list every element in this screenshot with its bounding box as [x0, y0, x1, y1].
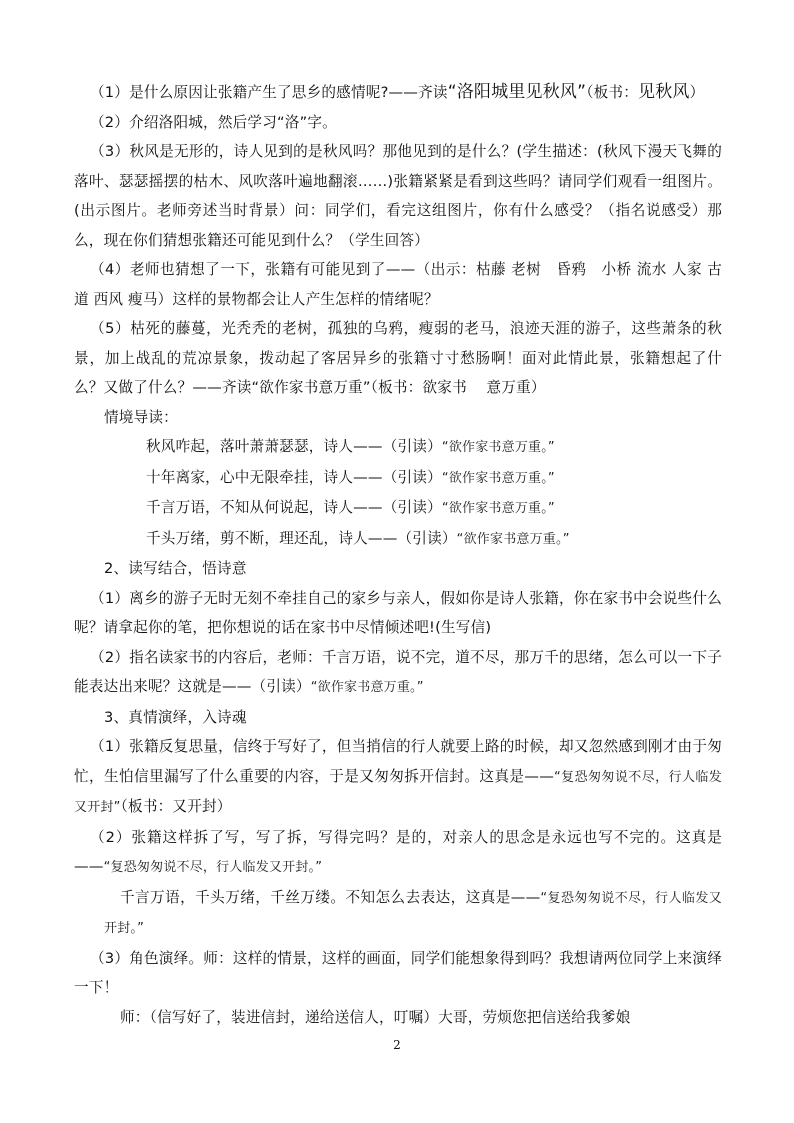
quoted-poem-line: “复恐匆匆说不尽，行人临发又开封。”: [104, 890, 722, 936]
paragraph: [74, 463, 722, 494]
paragraph-text: （1）离乡的游子无时无刻不牵挂自己的家乡与亲人，假如你是诗人张籍，你在家书中会说些什么呢？请拿起你的笔，把你想说的话在家书中尽情倾述吧!(生写信): [74, 589, 722, 636]
paragraph: [74, 403, 722, 433]
paragraph-text: 见秋风: [638, 82, 690, 102]
paragraph-text: （3）秋风是无形的，诗人见到的是秋风吗？那他见到的是什么？(学生描述：(秋风下漫天飞舞的落叶、瑟瑟摇摆的枯木、风吹落叶遍地翻滚……)张籍紧紧是看到这些吗？请同学们观看一组图片。(出示图片。老师旁述当时背景）问：同学们，看完这组图片，你有什么感受？（指名说感受）那么，现在你们猜想张籍还可能见到什么？（学生回答）: [74, 143, 722, 249]
paragraph: [74, 883, 722, 944]
paragraph: [74, 703, 722, 733]
paragraph: [74, 314, 722, 403]
paragraph-text: 3、真情演绎，入诗魂: [104, 708, 247, 726]
paragraph: [74, 524, 722, 555]
paragraph-text: “洛阳城里见秋风”: [447, 82, 587, 102]
paragraph-text: 千言万语，不知从何说起，诗人——（引读）: [146, 499, 442, 516]
paragraph-text: 千头万绪，剪不断，理还乱，诗人——（引读）: [146, 529, 457, 547]
paragraph: [74, 732, 722, 823]
paragraph: [74, 255, 722, 314]
document-body: [74, 78, 722, 1032]
paragraph: [74, 584, 722, 643]
paragraph-text: （1）张籍反复思量，信终于写好了，但当捎信的行人就要上路的时候，却又忽然感到刚才由于匆忙，生怕信里漏写了什么重要的内容，于是又匆匆拆开信封。这真是——: [74, 738, 722, 785]
paragraph: [74, 643, 722, 703]
paragraph-text: （5）枯死的藤蔓，光秃秃的老树，孤独的乌鸦，瘦弱的老马，浪迹天涯的游子，这些萧条的秋景，加上战乱的荒凉景象，拨动起了客居异乡的张籍寸寸愁肠啊！面对此情此景，张籍想起了什么？又做了什么？——齐读“欲作家书意万重”（板书：欲家书 意万重）: [74, 320, 722, 396]
quoted-poem-line: “欲作家书意万重。”: [441, 440, 555, 455]
paragraph-text: （1）是什么原因让张籍产生了思乡的感情呢?——齐读: [90, 84, 448, 101]
paragraph: [74, 823, 722, 883]
paragraph-text: （2）指名读家书的内容后，老师：千言万语，说不完，道不尽，那万千的思绪，怎么可以一下子能表达出来呢？这就是——（引读）: [74, 648, 722, 695]
page-number: 2: [393, 1038, 401, 1052]
paragraph-text: （2）张籍这样拆了写，写了拆，写得完吗？是的，对亲人的思念是永远也写不完的。这真是——: [74, 828, 722, 875]
paragraph-text: （板书：又开封）: [120, 798, 232, 815]
paragraph: [74, 108, 722, 138]
paragraph: [74, 944, 722, 1003]
quoted-poem-line: “欲作家书意万重。”: [441, 470, 555, 486]
paragraph-text: 千言万语，千头万绪，千丝万缕。不知怎么去表达，这真是——: [120, 888, 541, 906]
paragraph: [74, 1003, 722, 1033]
paragraph: [74, 432, 722, 463]
paragraph-text: （3）角色演绎。师：这样的情景，这样的画面，同学们能想象得到吗？我想请两位同学上来演绎一下！: [74, 949, 722, 996]
quoted-poem-line: “欲作家书意万重。”: [456, 531, 570, 547]
paragraph-text: 师：（信写好了，装进信封，递给送信人，叮嘱）大哥，劳烦您把信送给我爹娘: [120, 1008, 631, 1026]
paragraph-text: （4）老师也猜想了一下，张籍有可能见到了——（出示：枯藤 老树 昏鸦 小桥 流水 人家 古道 西风 瘦马）这样的景物都会让人产生怎样的情绪呢？: [74, 261, 722, 308]
paragraph-text: 秋风咋起，落叶萧萧瑟瑟，诗人——（引读）: [146, 438, 442, 455]
quoted-poem-line: “复恐匆匆说不尽，行人临发又开封。”: [103, 860, 323, 875]
paragraph-text: 2、读写结合，悟诗意: [104, 560, 247, 577]
paragraph: [74, 137, 722, 255]
quoted-poem-line: “欲作家书意万重。”: [441, 501, 555, 516]
paragraph-text: （2）介绍洛阳城，然后学习“洛”字。: [90, 113, 337, 131]
paragraph: [74, 493, 722, 524]
paragraph-text: 十年离家，心中无限牵挂，诗人——（引读）: [146, 468, 442, 486]
quoted-poem-line: “复恐匆匆说不尽，行人临发又开封”: [74, 769, 722, 815]
paragraph-text: （板书：: [586, 84, 639, 101]
paragraph-text: 情境导读：: [104, 408, 178, 426]
paragraph: [74, 78, 722, 108]
paragraph: [74, 554, 722, 584]
quoted-poem-line: “欲作家书意万重。”: [310, 680, 424, 695]
paragraph-text: ）: [689, 84, 705, 101]
